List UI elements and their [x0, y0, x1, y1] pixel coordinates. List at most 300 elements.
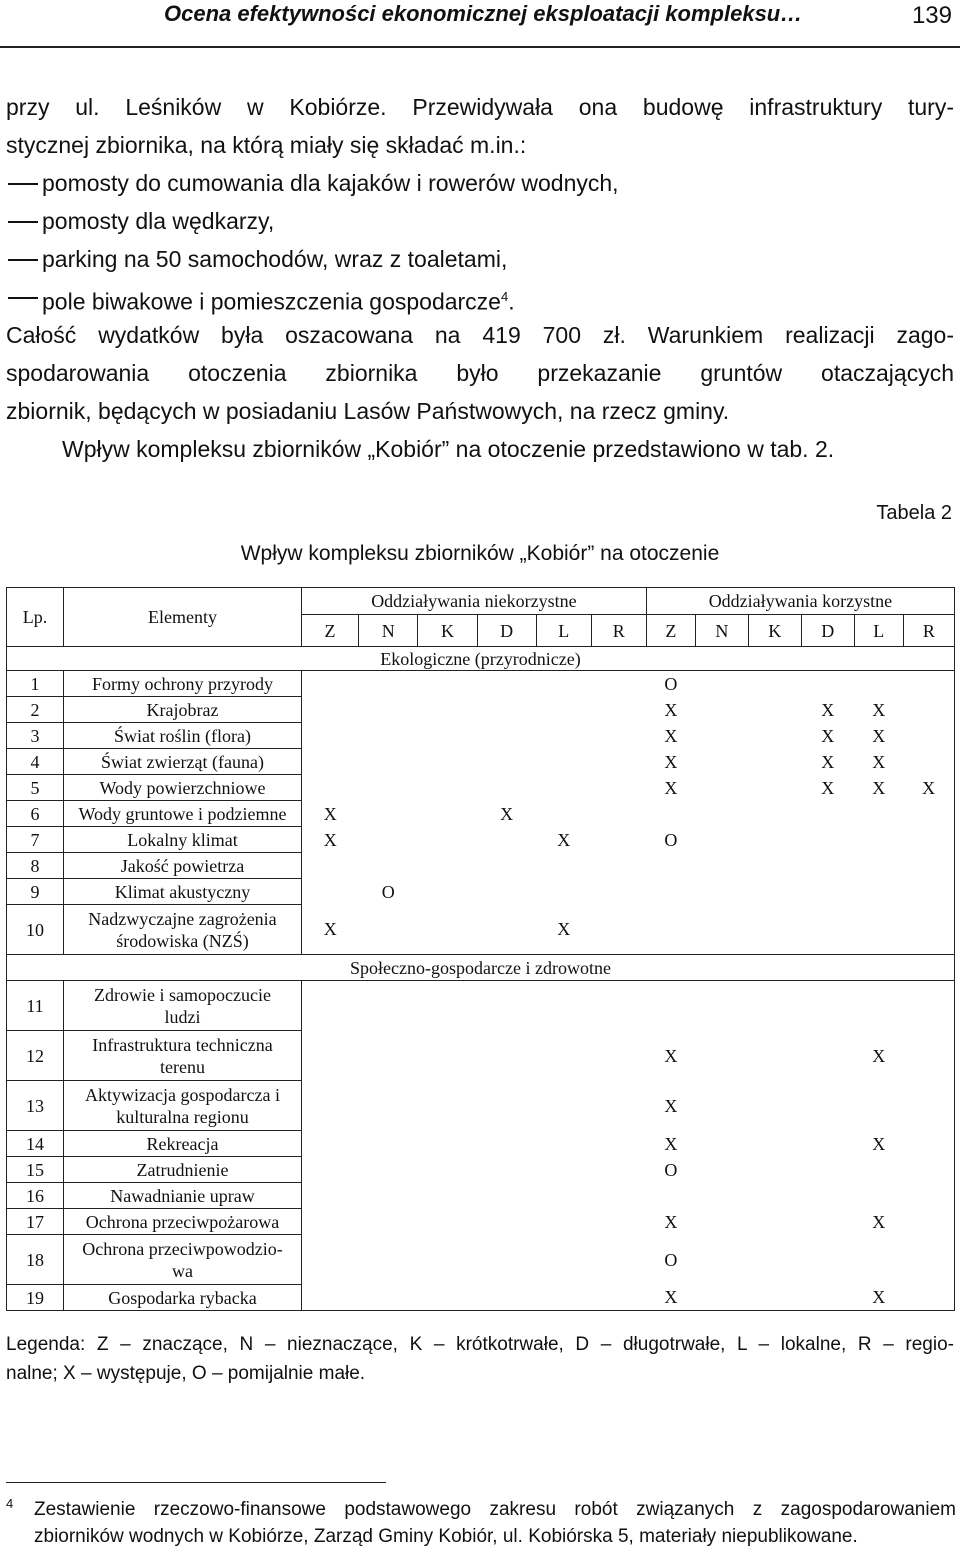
impact-cell	[302, 1131, 359, 1157]
footnote-text	[34, 1496, 956, 1550]
impact-cell: O	[664, 1159, 678, 1180]
impact-table	[6, 587, 955, 1311]
impact-cell	[748, 1209, 801, 1235]
row-lp: 1	[7, 671, 64, 697]
impact-cell	[477, 1285, 536, 1311]
impact-cell	[359, 905, 418, 955]
impact-cell: X	[664, 751, 678, 772]
table-row	[7, 723, 955, 749]
impact-cell	[854, 1081, 903, 1131]
impact-cell	[359, 801, 418, 827]
impact-cell	[801, 801, 854, 827]
paragraph-line: spodarowania otoczenia zbiornika było przekazanie gruntów otaczających	[6, 360, 954, 386]
impact-cell: O	[664, 673, 678, 694]
impact-cell	[477, 827, 536, 853]
impact-cell	[302, 1157, 359, 1183]
paragraph-line: zbiornik, będących w posiadaniu Lasów Państwowych, na rzecz gminy.	[6, 398, 730, 424]
table-row	[7, 801, 955, 827]
impact-cell: X	[302, 905, 359, 955]
impact-cell: X	[872, 725, 886, 746]
code-header: K	[418, 615, 477, 647]
impact-cell	[536, 853, 591, 879]
impact-cell	[801, 905, 854, 955]
impact-cell	[695, 905, 748, 955]
impact-cell	[854, 1157, 903, 1183]
impact-cell	[695, 801, 748, 827]
table-row	[7, 1031, 955, 1081]
impact-cell	[903, 671, 954, 697]
impact-cell	[903, 1235, 954, 1285]
impact-cell	[748, 1031, 801, 1081]
impact-cell	[477, 1235, 536, 1285]
impact-cell	[477, 1157, 536, 1183]
row-lp: 6	[7, 801, 64, 827]
impact-cell	[359, 1235, 418, 1285]
impact-cell	[695, 981, 748, 1031]
impact-cell	[418, 1081, 477, 1131]
impact-cell	[854, 981, 903, 1031]
impact-cell	[477, 723, 536, 749]
code-header: L	[854, 615, 903, 647]
row-lp: 8	[7, 853, 64, 879]
table-row	[7, 1183, 955, 1209]
impact-cell	[695, 827, 748, 853]
impact-cell	[854, 827, 903, 853]
impact-cell	[748, 1235, 801, 1285]
impact-cell	[748, 671, 801, 697]
row-lp: 7	[7, 827, 64, 853]
impact-cell	[801, 827, 854, 853]
row-lp: 17	[7, 1209, 64, 1235]
impact-cell	[748, 723, 801, 749]
table-row	[7, 981, 955, 1031]
code-header: D	[801, 615, 854, 647]
impact-cell	[536, 1157, 591, 1183]
impact-cell	[536, 801, 591, 827]
impact-cell	[302, 1209, 359, 1235]
impact-cell	[591, 1131, 646, 1157]
impact-cell: X	[872, 1133, 886, 1154]
impact-cell	[646, 801, 695, 827]
impact-cell	[748, 775, 801, 801]
impact-cell	[748, 749, 801, 775]
row-element-name: Świat roślin (flora)	[64, 723, 302, 749]
impact-cell	[801, 1285, 854, 1311]
impact-cell: X	[557, 829, 571, 850]
paragraph-2	[6, 316, 954, 468]
impact-cell	[591, 853, 646, 879]
impact-cell	[477, 775, 536, 801]
row-element-name: Ochrona przeciwpowodzio-wa	[64, 1235, 302, 1285]
impact-cell	[536, 1131, 591, 1157]
impact-cell	[646, 905, 695, 955]
impact-cell	[854, 1235, 903, 1285]
row-lp: 12	[7, 1031, 64, 1081]
impact-cell	[695, 879, 748, 905]
impact-cell	[591, 749, 646, 775]
row-lp: 18	[7, 1235, 64, 1285]
impact-cell: O	[664, 829, 678, 850]
impact-cell	[801, 1131, 854, 1157]
row-element-name: Nadzwyczajne zagrożenia środowiska (NZŚ)	[64, 905, 302, 955]
header-lp: Lp.	[7, 588, 64, 647]
impact-cell	[477, 1031, 536, 1081]
header-negative: Oddziaływania niekorzystne	[302, 588, 647, 615]
impact-cell	[477, 697, 536, 723]
running-title: Ocena efektywności ekonomicznej eksploatacji kompleksu…	[164, 1, 803, 26]
impact-cell: X	[821, 725, 835, 746]
impact-cell	[536, 1235, 591, 1285]
impact-cell	[418, 879, 477, 905]
impact-cell	[418, 749, 477, 775]
impact-cell	[903, 879, 954, 905]
impact-cell	[536, 1285, 591, 1311]
impact-cell	[302, 1285, 359, 1311]
impact-cell: X	[872, 751, 886, 772]
impact-cell: X	[872, 1045, 886, 1066]
impact-cell	[801, 671, 854, 697]
impact-cell	[418, 1183, 477, 1209]
impact-cell	[748, 981, 801, 1031]
section-title: Społeczno-gospodarcze i zdrowotne	[7, 955, 955, 981]
impact-cell: X	[302, 827, 359, 853]
impact-cell	[695, 1285, 748, 1311]
impact-cell	[748, 1157, 801, 1183]
bullet-item	[6, 240, 954, 278]
bullet-text: pomosty do cumowania dla kajaków i rowerów wodnych,	[42, 170, 619, 196]
impact-cell	[591, 981, 646, 1031]
impact-cell	[536, 1081, 591, 1131]
impact-cell	[536, 697, 591, 723]
impact-cell	[903, 981, 954, 1031]
impact-cell	[418, 1131, 477, 1157]
impact-cell	[302, 853, 359, 879]
impact-cell	[748, 853, 801, 879]
impact-cell	[903, 1031, 954, 1081]
impact-cell	[748, 697, 801, 723]
row-element-name: Lokalny klimat	[64, 827, 302, 853]
impact-cell	[591, 1285, 646, 1311]
impact-cell: X	[872, 1211, 886, 1232]
code-header: N	[695, 615, 748, 647]
impact-cell: X	[664, 1095, 678, 1116]
table-row	[7, 1157, 955, 1183]
impact-cell	[359, 775, 418, 801]
impact-cell	[477, 879, 536, 905]
impact-cell	[695, 1209, 748, 1235]
footnote-number: 4	[6, 1496, 14, 1511]
impact-cell	[695, 749, 748, 775]
impact-cell	[302, 879, 359, 905]
impact-cell	[695, 697, 748, 723]
footnote-line: Zestawienie rzeczowo-finansowe podstawowego zakresu robót związanych z zagospodarowaniem	[34, 1499, 956, 1520]
bullet-text: pole biwakowe i pomieszczenia gospodarcze	[42, 288, 501, 315]
table-body	[7, 588, 955, 1311]
table-row	[7, 671, 955, 697]
impact-cell	[903, 1131, 954, 1157]
impact-cell	[591, 1235, 646, 1285]
impact-cell: X	[872, 777, 886, 798]
impact-cell	[591, 1209, 646, 1235]
code-header: R	[591, 615, 646, 647]
impact-cell	[591, 671, 646, 697]
impact-cell	[748, 801, 801, 827]
impact-cell	[418, 801, 477, 827]
legend	[6, 1330, 954, 1388]
impact-cell	[854, 801, 903, 827]
impact-cell	[854, 671, 903, 697]
impact-cell: X	[821, 751, 835, 772]
impact-cell: X	[821, 777, 835, 798]
impact-cell	[646, 879, 695, 905]
table-row	[7, 827, 955, 853]
impact-cell	[477, 905, 536, 955]
impact-cell	[477, 749, 536, 775]
impact-cell	[359, 1131, 418, 1157]
row-lp: 4	[7, 749, 64, 775]
impact-cell	[591, 827, 646, 853]
impact-cell	[748, 1081, 801, 1131]
table-row	[7, 1081, 955, 1131]
impact-cell	[591, 905, 646, 955]
impact-cell	[695, 1183, 748, 1209]
impact-cell	[903, 1183, 954, 1209]
impact-cell	[359, 697, 418, 723]
impact-cell	[801, 1209, 854, 1235]
legend-line: nalne; X – występuje, O – pomijalnie małe.	[6, 1363, 366, 1384]
row-lp: 11	[7, 981, 64, 1031]
impact-cell	[903, 1081, 954, 1131]
impact-cell	[903, 723, 954, 749]
impact-cell	[536, 775, 591, 801]
code-header: Z	[646, 615, 695, 647]
impact-cell: X	[302, 801, 359, 827]
impact-cell	[801, 1031, 854, 1081]
impact-cell	[646, 981, 695, 1031]
row-element-name: Świat zwierząt (fauna)	[64, 749, 302, 775]
impact-cell	[695, 853, 748, 879]
table-row	[7, 1285, 955, 1311]
impact-cell: O	[381, 881, 395, 902]
impact-cell	[359, 1209, 418, 1235]
impact-cell	[418, 1235, 477, 1285]
impact-cell	[302, 671, 359, 697]
table-row	[7, 749, 955, 775]
row-element-name: Krajobraz	[64, 697, 302, 723]
row-lp: 13	[7, 1081, 64, 1131]
impact-cell	[748, 1131, 801, 1157]
impact-cell	[536, 749, 591, 775]
row-element-name: Nawadnianie upraw	[64, 1183, 302, 1209]
bullet-tail: .	[508, 288, 515, 315]
row-lp: 10	[7, 905, 64, 955]
impact-cell	[591, 723, 646, 749]
section-title: Ekologiczne (przyrodnicze)	[7, 647, 955, 671]
impact-cell	[359, 853, 418, 879]
row-element-name: Formy ochrony przyrody	[64, 671, 302, 697]
row-element-name: Infrastruktura techniczna terenu	[64, 1031, 302, 1081]
table-title: Wpływ kompleksu zbiorników „Kobiór” na otoczenie	[240, 542, 720, 565]
row-element-name: Jakość powietrza	[64, 853, 302, 879]
footnote-ref[interactable]: 4	[500, 289, 509, 304]
impact-cell	[418, 827, 477, 853]
impact-cell	[591, 801, 646, 827]
row-element-name: Klimat akustyczny	[64, 879, 302, 905]
footnote-line: zbiorników wodnych w Kobiórze, Zarząd Gminy Kobiór, ul. Kobiórska 5, materiały niepublikowane.	[34, 1526, 858, 1547]
bullet-list	[6, 164, 954, 321]
impact-cell	[418, 671, 477, 697]
impact-cell	[536, 879, 591, 905]
bullet-item	[6, 202, 954, 240]
code-header: K	[748, 615, 801, 647]
impact-cell	[536, 1183, 591, 1209]
impact-cell: X	[872, 699, 886, 720]
impact-cell	[903, 853, 954, 879]
impact-cell	[903, 801, 954, 827]
impact-cell	[646, 1183, 695, 1209]
bullet-text: parking na 50 samochodów, wraz z toaletami,	[42, 246, 508, 272]
impact-cell	[302, 1235, 359, 1285]
impact-cell	[536, 671, 591, 697]
impact-cell: X	[500, 803, 514, 824]
impact-cell	[695, 1131, 748, 1157]
impact-cell: X	[664, 1045, 678, 1066]
impact-cell	[359, 1157, 418, 1183]
impact-cell	[302, 697, 359, 723]
impact-cell	[695, 1235, 748, 1285]
impact-cell	[695, 1031, 748, 1081]
impact-cell	[302, 981, 359, 1031]
section-row	[7, 955, 955, 981]
row-element-name: Wody gruntowe i podziemne	[64, 801, 302, 827]
impact-cell: X	[664, 1211, 678, 1232]
code-header: L	[536, 615, 591, 647]
header-elements: Elementy	[64, 588, 302, 647]
impact-cell	[418, 697, 477, 723]
impact-cell	[418, 905, 477, 955]
impact-cell	[801, 1081, 854, 1131]
impact-cell	[748, 905, 801, 955]
impact-cell	[359, 1183, 418, 1209]
impact-cell	[359, 1081, 418, 1131]
impact-cell	[536, 981, 591, 1031]
impact-cell	[477, 671, 536, 697]
impact-cell	[695, 1081, 748, 1131]
impact-cell: X	[664, 1133, 678, 1154]
impact-cell	[477, 1209, 536, 1235]
table-row	[7, 1209, 955, 1235]
header-positive: Oddziaływania korzystne	[646, 588, 954, 615]
row-lp: 5	[7, 775, 64, 801]
impact-cell	[854, 905, 903, 955]
row-element-name: Zdrowie i samopoczucie ludzi	[64, 981, 302, 1031]
impact-cell	[418, 723, 477, 749]
impact-cell	[536, 1209, 591, 1235]
impact-cell	[536, 723, 591, 749]
impact-cell	[302, 749, 359, 775]
impact-cell	[591, 775, 646, 801]
bullet-text: pomosty dla wędkarzy,	[42, 208, 275, 234]
row-element-name: Wody powierzchniowe	[64, 775, 302, 801]
impact-cell	[302, 1031, 359, 1081]
impact-cell	[748, 827, 801, 853]
table-row	[7, 697, 955, 723]
impact-cell	[591, 1157, 646, 1183]
row-element-name: Zatrudnienie	[64, 1157, 302, 1183]
impact-cell	[359, 749, 418, 775]
row-lp: 19	[7, 1285, 64, 1311]
impact-cell: X	[821, 699, 835, 720]
impact-cell: X	[664, 699, 678, 720]
impact-cell	[302, 1081, 359, 1131]
impact-cell	[903, 827, 954, 853]
row-lp: 2	[7, 697, 64, 723]
impact-cell	[646, 853, 695, 879]
footnote	[6, 1496, 956, 1550]
impact-cell	[359, 1285, 418, 1311]
impact-cell	[477, 1081, 536, 1131]
impact-cell: X	[664, 725, 678, 746]
impact-cell	[359, 723, 418, 749]
impact-cell: O	[664, 1249, 678, 1270]
row-lp: 9	[7, 879, 64, 905]
impact-cell	[854, 853, 903, 879]
table-row	[7, 853, 955, 879]
intro-line: stycznej zbiornika, na którą miały się składać m.in.:	[6, 132, 527, 158]
impact-cell	[854, 879, 903, 905]
impact-cell	[418, 1031, 477, 1081]
impact-cell: X	[854, 1285, 903, 1311]
impact-cell	[359, 981, 418, 1031]
impact-cell	[903, 1209, 954, 1235]
table-row	[7, 1131, 955, 1157]
table-row	[7, 1235, 955, 1285]
table-row	[7, 775, 955, 801]
code-header: R	[903, 615, 954, 647]
impact-cell	[418, 981, 477, 1031]
impact-cell	[903, 1285, 954, 1311]
intro-line: przy ul. Leśników w Kobiórze. Przewidywała ona budowę infrastruktury tury-	[6, 94, 954, 120]
impact-cell	[302, 775, 359, 801]
impact-cell	[359, 671, 418, 697]
impact-cell	[801, 1183, 854, 1209]
impact-cell	[748, 1183, 801, 1209]
bullet-item	[6, 164, 954, 202]
impact-cell	[418, 1209, 477, 1235]
impact-cell	[591, 1081, 646, 1131]
impact-cell: X	[557, 919, 571, 940]
intro-paragraph	[6, 88, 954, 321]
impact-cell	[903, 749, 954, 775]
impact-cell	[418, 1285, 477, 1311]
impact-cell	[591, 1031, 646, 1081]
paragraph-line: Całość wydatków była oszacowana na 419 700 zł. Warunkiem realizacji zago-	[6, 322, 954, 348]
impact-cell	[302, 723, 359, 749]
impact-cell	[801, 879, 854, 905]
impact-cell: X	[903, 775, 954, 801]
impact-cell	[359, 1031, 418, 1081]
impact-cell	[695, 723, 748, 749]
impact-cell	[477, 1183, 536, 1209]
row-lp: 16	[7, 1183, 64, 1209]
impact-cell	[591, 1183, 646, 1209]
impact-cell	[418, 1157, 477, 1183]
impact-cell	[903, 905, 954, 955]
page-number: 139	[911, 2, 952, 29]
section-row	[7, 647, 955, 671]
row-element-name: Aktywizacja gospodarcza i kulturalna regionu	[64, 1081, 302, 1131]
footnote-rule	[6, 1482, 386, 1483]
